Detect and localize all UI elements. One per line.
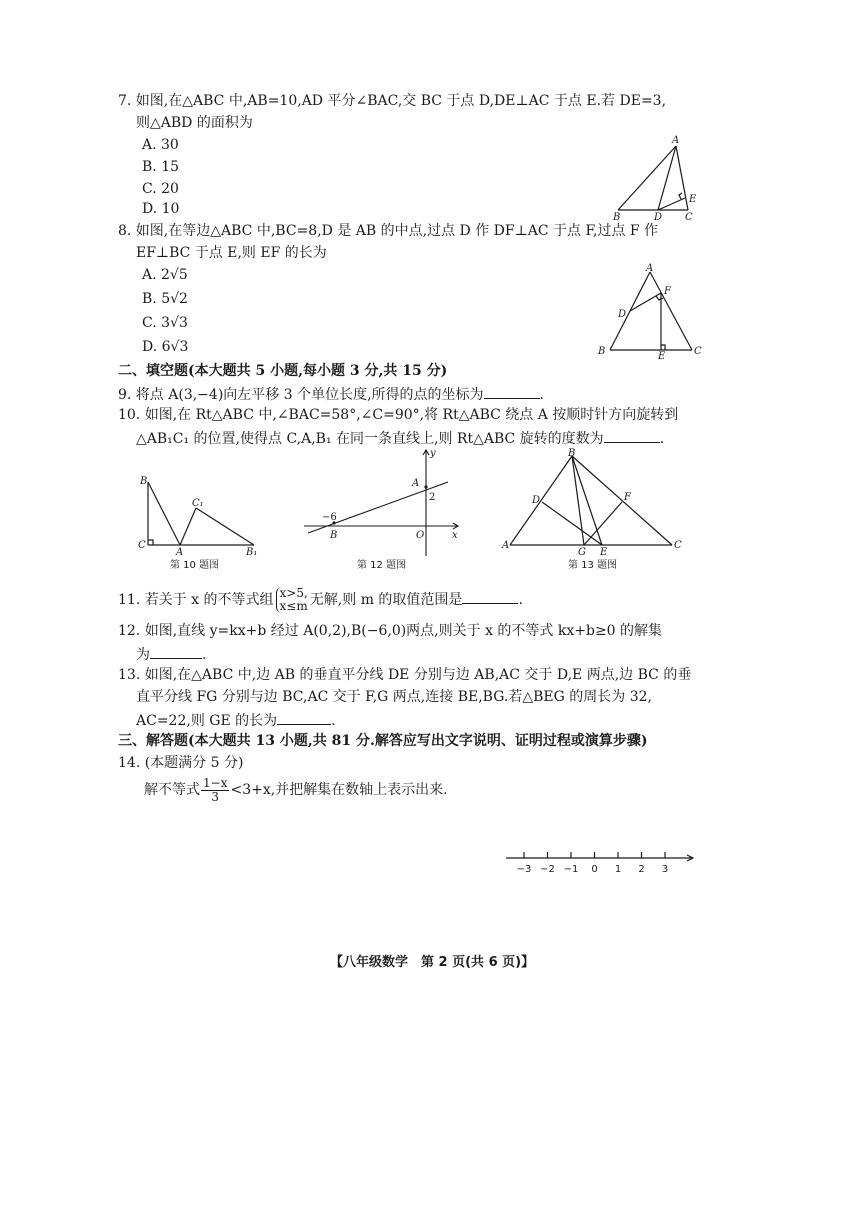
q14-frac-num: 1−x bbox=[203, 775, 228, 790]
number-line-label: 1 bbox=[614, 864, 622, 875]
q7-option-a: A. 30 bbox=[142, 137, 179, 153]
q12-label-2: 2 bbox=[429, 492, 436, 503]
q12-line2-row bbox=[136, 644, 206, 664]
q13-fig-caption: 第 13 题图 bbox=[568, 560, 618, 571]
number-line-label: 2 bbox=[638, 864, 645, 875]
q12-fig-caption: 第 12 题图 bbox=[357, 560, 407, 571]
q13-answer-blank[interactable] bbox=[277, 710, 331, 725]
q10-label-c1: C₁ bbox=[192, 498, 204, 509]
q11-cond1: x>5, bbox=[279, 586, 308, 600]
q11 bbox=[118, 586, 523, 614]
number-line-label: 0 bbox=[591, 864, 598, 875]
q11-end: . bbox=[518, 592, 523, 608]
q13-label-g: G bbox=[578, 547, 586, 556]
number-line-label: −1 bbox=[563, 864, 579, 875]
q8-label-a: A bbox=[646, 263, 654, 274]
section2-title: 二、填空题(本大题共 5 小题,每小题 3 分,共 15 分) bbox=[118, 363, 448, 379]
q10-label-a: A bbox=[176, 547, 184, 558]
q14-body bbox=[144, 776, 448, 804]
q7-line2: 则△ABD 的面积为 bbox=[136, 115, 253, 131]
q7-option-b: B. 15 bbox=[142, 159, 180, 175]
q12-figure bbox=[298, 446, 464, 562]
q14-fraction bbox=[201, 777, 229, 804]
q8-label-f: F bbox=[664, 286, 671, 297]
q9-text: 9. 将点 A(3,−4)向左平移 3 个单位长度,所得的点的坐标为 bbox=[118, 387, 484, 403]
q8-line1: 8. 如图,在等边△ABC 中,BC=8,D 是 AB 的中点,过点 D 作 DF⊥AC 于点 F,过点 F 作 bbox=[118, 223, 659, 239]
q10-figure bbox=[134, 470, 266, 562]
q11-cond2: x≤m bbox=[279, 599, 308, 613]
q7-figure bbox=[608, 132, 708, 228]
q12-label-a: A bbox=[412, 478, 420, 489]
q7-label-a: A bbox=[672, 135, 680, 146]
q7-option-c: C. 20 bbox=[142, 181, 179, 197]
q7-label-c: C bbox=[685, 212, 693, 223]
q13-end: . bbox=[331, 713, 336, 729]
q7-label-e: E bbox=[689, 194, 697, 205]
q12-label-b: B bbox=[330, 530, 338, 541]
q7-option-d: D. 10 bbox=[142, 201, 180, 217]
q8-figure bbox=[594, 262, 704, 364]
q12-label-y: y bbox=[430, 448, 436, 459]
q12-end: . bbox=[202, 647, 207, 663]
q8-label-e: E bbox=[658, 351, 666, 360]
q13-label-d: D bbox=[532, 495, 541, 506]
q13-line3: AC=22,则 GE 的长为 bbox=[136, 713, 278, 729]
q8-option-b: B. 5√2 bbox=[142, 291, 188, 307]
q10-answer-blank[interactable] bbox=[604, 428, 660, 443]
q13-label-c: C bbox=[674, 540, 682, 551]
q10-label-c: C bbox=[138, 540, 146, 551]
q12-line1: 12. 如图,直线 y=kx+b 经过 A(0,2),B(−6,0)两点,则关于 x 的不等式 kx+b≥0 的解集 bbox=[118, 623, 663, 639]
q13-label-b: B bbox=[568, 448, 576, 459]
q12-label-o: O bbox=[416, 530, 425, 541]
q9-answer-blank[interactable] bbox=[484, 384, 540, 399]
q9 bbox=[118, 384, 544, 404]
q12-answer-blank[interactable] bbox=[150, 644, 202, 659]
q8-label-c: C bbox=[694, 346, 702, 357]
q10-line2-row bbox=[136, 428, 664, 448]
q12-label-neg6: −6 bbox=[322, 512, 337, 523]
q14-frac-den: 3 bbox=[211, 789, 220, 804]
q8-option-c: C. 3√3 bbox=[142, 315, 188, 331]
q13-label-e: E bbox=[600, 547, 608, 556]
q14-post: <3+x,并把解集在数轴上表示出来. bbox=[230, 782, 448, 798]
q10-label-b1: B₁ bbox=[246, 547, 258, 558]
q13-line3-row bbox=[136, 710, 336, 730]
q13-line2: 直平分线 FG 分别与边 BC,AC 交于 F,G 两点,连接 BE,BG.若△BEG 的周长为 32, bbox=[136, 689, 652, 705]
number-line-label: 3 bbox=[661, 864, 669, 875]
q11-post: 无解,则 m 的取值范围是 bbox=[309, 592, 463, 608]
q11-system-brace bbox=[276, 587, 308, 613]
q7-label-d: D bbox=[654, 212, 663, 223]
q8-label-b: B bbox=[598, 346, 606, 357]
q14-pre: 解不等式 bbox=[144, 782, 200, 798]
q10-end: . bbox=[659, 431, 665, 447]
number-line-label: −2 bbox=[540, 864, 555, 875]
q14-head: 14. (本题满分 5 分) bbox=[118, 755, 244, 771]
number-line bbox=[500, 846, 700, 880]
number-line-label: −3 bbox=[516, 864, 532, 875]
q10-line2: △AB₁C₁ 的位置,使得点 C,A,B₁ 在同一条直线上,则 Rt△ABC 旋转的度数为 bbox=[136, 431, 604, 447]
q8-line2: EF⊥BC 于点 E,则 EF 的长为 bbox=[136, 245, 327, 261]
section3-title: 三、解答题(本大题共 13 小题,共 81 分.解答应写出文字说明、证明过程或演算步骤) bbox=[118, 733, 648, 749]
q12-label-x: x bbox=[452, 530, 458, 541]
q13-label-a: A bbox=[502, 540, 510, 551]
q7-line1: 7. 如图,在△ABC 中,AB=10,AD 平分∠BAC,交 BC 于点 D,DE⊥AC 于点 E.若 DE=3, bbox=[118, 93, 667, 109]
q8-option-a: A. 2√5 bbox=[142, 267, 188, 283]
q12-line2: 为 bbox=[136, 647, 150, 663]
q7-label-b: B bbox=[613, 212, 621, 223]
q11-answer-blank[interactable] bbox=[462, 589, 518, 604]
q10-line1: 10. 如图,在 Rt△ABC 中,∠BAC=58°,∠C=90°,将 Rt△ABC 绕点 A 按顺时针方向旋转到 bbox=[118, 407, 679, 423]
page-footer: 【八年级数学 第 2 页(共 6 页)】 bbox=[330, 955, 535, 970]
q10-label-b: B bbox=[140, 476, 148, 487]
q9-end: . bbox=[539, 387, 544, 403]
q13-figure bbox=[500, 448, 686, 560]
q13-label-f: F bbox=[624, 492, 631, 503]
q11-pre: 11. 若关于 x 的不等式组 bbox=[118, 592, 274, 608]
q8-option-d: D. 6√3 bbox=[142, 339, 189, 355]
q13-line1: 13. 如图,在△ABC 中,边 AB 的垂直平分线 DE 分别与边 AB,AC 交于 D,E 两点,边 BC 的垂 bbox=[118, 667, 692, 683]
q8-label-d: D bbox=[618, 309, 627, 320]
q10-fig-caption: 第 10 题图 bbox=[170, 560, 220, 571]
